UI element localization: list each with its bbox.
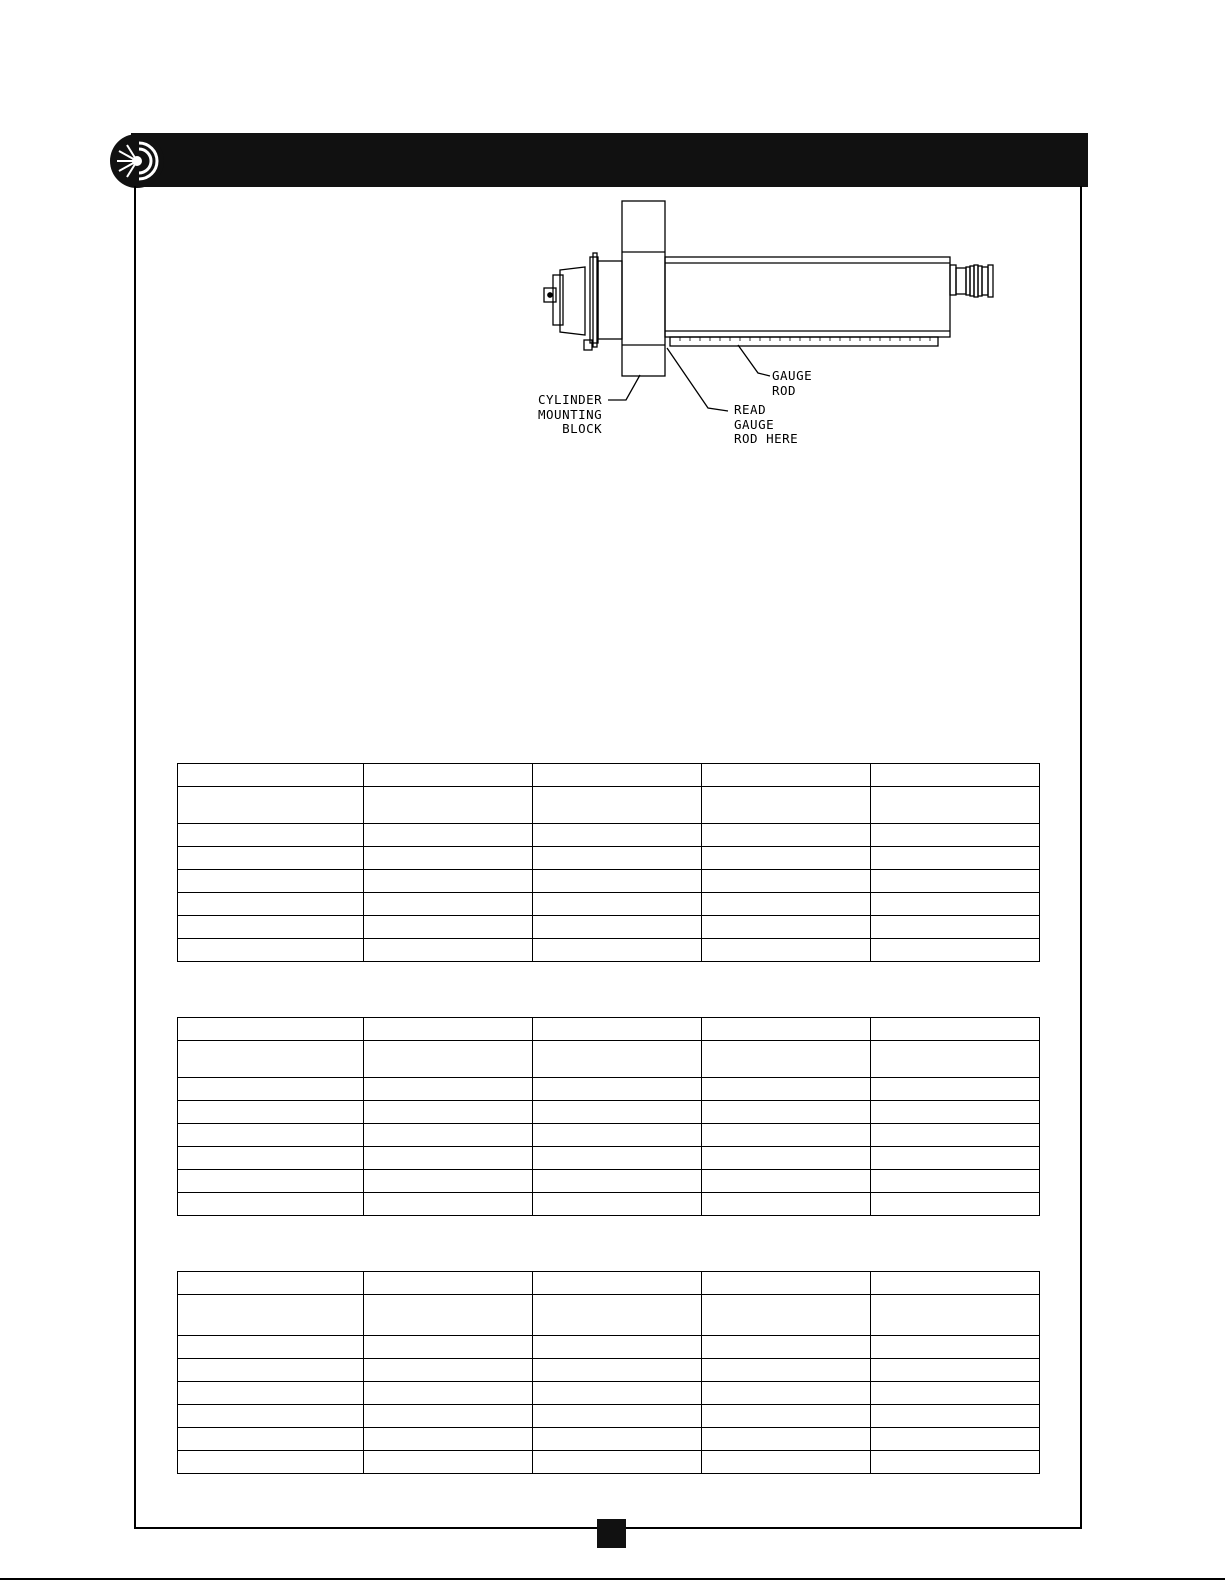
table-cell — [178, 1336, 364, 1359]
table-cell — [533, 939, 702, 962]
table-row — [178, 916, 1040, 939]
table-cell — [871, 870, 1040, 893]
table-cell — [178, 764, 364, 787]
table-cell — [702, 1147, 871, 1170]
table-cell — [178, 1382, 364, 1405]
page-number-box — [597, 1519, 626, 1548]
table-row — [178, 1101, 1040, 1124]
table-cell — [364, 787, 533, 824]
table-cell — [178, 787, 364, 824]
table-cell — [364, 870, 533, 893]
table-cell — [364, 1193, 533, 1216]
table-cell — [533, 1359, 702, 1382]
table-cell — [702, 1428, 871, 1451]
spec-table-1 — [177, 763, 1040, 962]
table-cell — [702, 916, 871, 939]
table-cell — [871, 1295, 1040, 1336]
table-cell — [364, 1041, 533, 1078]
table-cell — [364, 1428, 533, 1451]
table-cell — [178, 1295, 364, 1336]
table-cell — [871, 1170, 1040, 1193]
table-cell — [871, 1124, 1040, 1147]
table-cell — [533, 1041, 702, 1078]
table-cell — [364, 847, 533, 870]
table-cell — [178, 893, 364, 916]
table-cell — [178, 1018, 364, 1041]
table-cell — [364, 1170, 533, 1193]
table-cell — [871, 787, 1040, 824]
table-cell — [533, 1428, 702, 1451]
table-row — [178, 1359, 1040, 1382]
table-cell — [364, 824, 533, 847]
table-cell — [871, 1405, 1040, 1428]
table-cell — [702, 1041, 871, 1078]
table-cell — [364, 1451, 533, 1474]
table-cell — [871, 1018, 1040, 1041]
table-row — [178, 1078, 1040, 1101]
table-cell — [702, 1101, 871, 1124]
table-cell — [178, 1041, 364, 1078]
table-row — [178, 1170, 1040, 1193]
table-cell — [533, 1295, 702, 1336]
table-cell — [702, 893, 871, 916]
table-row — [178, 1382, 1040, 1405]
table-cell — [871, 1336, 1040, 1359]
table-row — [178, 787, 1040, 824]
table-cell — [702, 1336, 871, 1359]
table-row — [178, 1041, 1040, 1078]
table-cell — [871, 764, 1040, 787]
table-cell — [702, 1359, 871, 1382]
table-cell — [178, 1359, 364, 1382]
table-cell — [533, 1272, 702, 1295]
spec-table-3 — [177, 1271, 1040, 1474]
table-row — [178, 1147, 1040, 1170]
table-row — [178, 939, 1040, 962]
table-cell — [178, 1451, 364, 1474]
table-cell — [871, 824, 1040, 847]
table-cell — [533, 870, 702, 893]
table-cell — [871, 1382, 1040, 1405]
table-cell — [178, 1124, 364, 1147]
table-cell — [533, 1078, 702, 1101]
table-cell — [178, 1078, 364, 1101]
table-cell — [702, 1193, 871, 1216]
table-cell — [178, 1101, 364, 1124]
callout-read-gauge-rod-here: READ GAUGE ROD HERE — [734, 402, 799, 446]
table-cell — [702, 1405, 871, 1428]
table-cell — [364, 916, 533, 939]
table-cell — [871, 916, 1040, 939]
table-row — [178, 1405, 1040, 1428]
section-header-bar — [131, 133, 1088, 187]
table-cell — [702, 764, 871, 787]
table-cell — [178, 1193, 364, 1216]
table-cell — [533, 787, 702, 824]
table-cell — [871, 1147, 1040, 1170]
table-row — [178, 1193, 1040, 1216]
table-cell — [178, 824, 364, 847]
table-cell — [702, 1078, 871, 1101]
table-cell — [871, 847, 1040, 870]
table-cell — [702, 787, 871, 824]
table-cell — [871, 1041, 1040, 1078]
table-cell — [364, 893, 533, 916]
table-cell — [533, 1147, 702, 1170]
table-cell — [178, 870, 364, 893]
table-cell — [702, 1124, 871, 1147]
table-cell — [533, 916, 702, 939]
table-cell — [533, 764, 702, 787]
table-cell — [364, 1272, 533, 1295]
table-cell — [364, 1147, 533, 1170]
table-cell — [702, 824, 871, 847]
table-cell — [364, 939, 533, 962]
table-cell — [702, 847, 871, 870]
table-cell — [364, 1336, 533, 1359]
table-row — [178, 1018, 1040, 1041]
table-cell — [533, 1336, 702, 1359]
table-cell — [364, 764, 533, 787]
table-cell — [871, 1272, 1040, 1295]
table-cell — [871, 939, 1040, 962]
table-cell — [702, 1382, 871, 1405]
table-cell — [364, 1295, 533, 1336]
table-cell — [702, 1451, 871, 1474]
table-cell — [533, 1101, 702, 1124]
table-cell — [871, 1193, 1040, 1216]
table-cell — [533, 824, 702, 847]
table-row — [178, 893, 1040, 916]
table-cell — [364, 1078, 533, 1101]
table-row — [178, 1124, 1040, 1147]
table-cell — [364, 1359, 533, 1382]
table-cell — [871, 1101, 1040, 1124]
callout-gauge-rod: GAUGE ROD — [772, 368, 813, 398]
table-cell — [871, 1451, 1040, 1474]
table-row — [178, 1295, 1040, 1336]
table-cell — [702, 1170, 871, 1193]
table-cell — [178, 916, 364, 939]
spec-table-2 — [177, 1017, 1040, 1216]
table-cell — [364, 1405, 533, 1428]
table-cell — [871, 1359, 1040, 1382]
brand-logo-icon — [109, 133, 165, 189]
callout-cylinder-mounting-block: CYLINDER MOUNTING BLOCK — [538, 392, 603, 436]
table-row — [178, 1451, 1040, 1474]
table-cell — [871, 1078, 1040, 1101]
table-cell — [533, 1018, 702, 1041]
table-cell — [533, 1193, 702, 1216]
table-row — [178, 764, 1040, 787]
table-cell — [533, 1382, 702, 1405]
table-row — [178, 1428, 1040, 1451]
table-cell — [533, 1405, 702, 1428]
table-cell — [702, 1295, 871, 1336]
table-cell — [871, 893, 1040, 916]
table-cell — [178, 1428, 364, 1451]
table-cell — [702, 1018, 871, 1041]
table-cell — [178, 1272, 364, 1295]
bottom-rule — [0, 1578, 1225, 1580]
table-cell — [702, 939, 871, 962]
table-cell — [178, 939, 364, 962]
table-cell — [364, 1018, 533, 1041]
table-cell — [178, 1405, 364, 1428]
table-cell — [178, 1147, 364, 1170]
table-cell — [364, 1124, 533, 1147]
table-cell — [702, 870, 871, 893]
table-row — [178, 824, 1040, 847]
table-cell — [364, 1382, 533, 1405]
table-row — [178, 1272, 1040, 1295]
table-cell — [533, 1124, 702, 1147]
table-row — [178, 870, 1040, 893]
table-cell — [178, 847, 364, 870]
table-cell — [533, 1170, 702, 1193]
table-cell — [178, 1170, 364, 1193]
table-cell — [871, 1428, 1040, 1451]
table-cell — [533, 893, 702, 916]
table-cell — [364, 1101, 533, 1124]
table-cell — [533, 1451, 702, 1474]
table-cell — [533, 847, 702, 870]
table-row — [178, 1336, 1040, 1359]
table-cell — [702, 1272, 871, 1295]
table-row — [178, 847, 1040, 870]
